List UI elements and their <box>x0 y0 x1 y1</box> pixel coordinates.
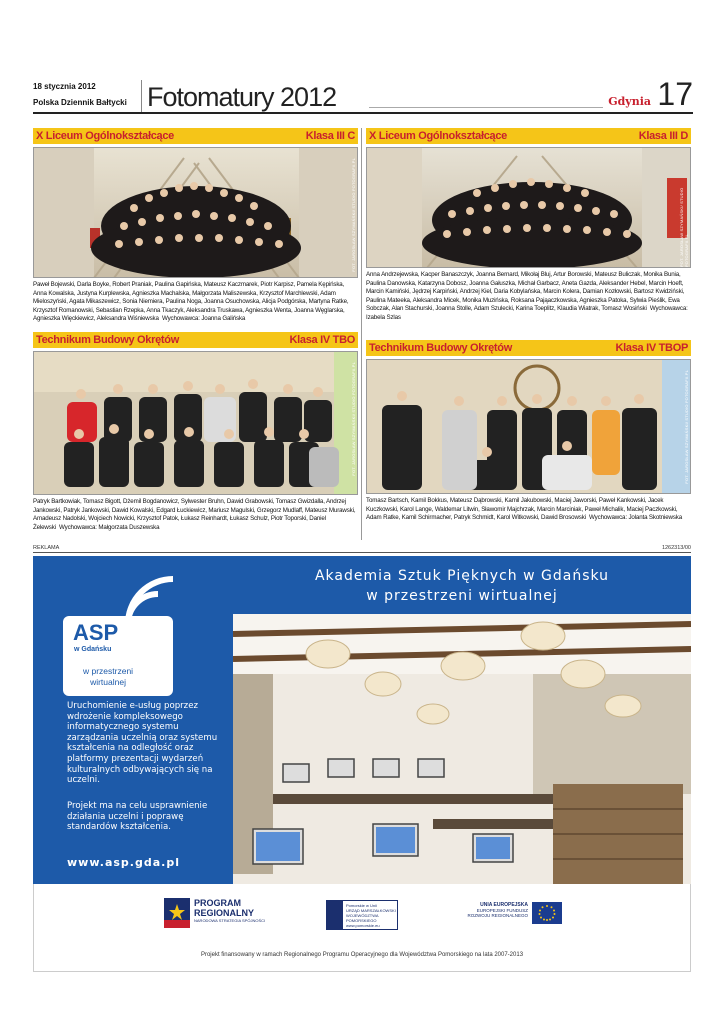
school-name: X Liceum Ogólnokształcące <box>36 130 174 142</box>
newspaper-name: Polska Dziennik Bałtycki <box>33 98 127 107</box>
section-bar <box>33 128 358 144</box>
region-line3: www.pomorskie.eu <box>346 923 380 928</box>
school-name: X Liceum Ogólnokształcące <box>369 130 507 142</box>
student-list <box>366 497 691 523</box>
class-photo <box>33 351 358 495</box>
region-line1: Pomorskie w Unii <box>346 903 377 908</box>
photo-credit: FOT. JAROSŁAW SZYMAŃSKI/ STUDIO FOTOGRAFII.PL <box>679 187 689 267</box>
eu-line1: UNIA EUROPEJSKA <box>480 902 528 908</box>
class-teacher: Wychowawca: Jolanta Skotniewska <box>589 514 683 522</box>
header-rule <box>369 107 603 108</box>
eu-flag-icon <box>532 902 562 924</box>
tagline-line1: w przestrzeni <box>83 666 134 676</box>
student-list <box>33 498 358 532</box>
star-flag-icon <box>164 898 190 928</box>
virtual-library-render <box>233 614 691 884</box>
header-separator <box>141 80 142 112</box>
asp-tagline <box>83 666 133 688</box>
pomorskie-logo <box>326 900 398 930</box>
class-photo <box>33 147 358 278</box>
class-name: Klasa III D <box>638 130 688 142</box>
funding-logos <box>33 884 691 972</box>
page-header <box>33 76 693 114</box>
class-section-3d <box>366 128 691 323</box>
class-teacher: Wychowawca: Małgorzata Duszewska <box>59 523 160 531</box>
issue-date: 18 stycznia 2012 <box>33 82 96 91</box>
ad-goal: Projekt ma na celu usprawnienie działania uczelni i poprawę standardów kształcenia. <box>67 801 208 833</box>
region-line2: URZĄD MARSZAŁKOWSKI WOJEWÓDZTWA POMORSKIEGO <box>346 908 396 923</box>
city-label: Gdynia <box>608 95 651 108</box>
student-list <box>33 281 358 324</box>
photo-credit: FOT. JAROSŁAW SZYMAŃSKI/ STUDIO FOTOGRAFII.PL <box>351 158 356 272</box>
ad-code: 1262313/00 <box>661 545 691 551</box>
class-name: Klasa IV TBO <box>289 334 355 346</box>
asp-logo-sub: w Gdańsku <box>74 646 112 653</box>
ad-heading-line2: w przestrzeni wirtualnej <box>366 588 558 604</box>
student-names: Patryk Bartkowiak, Tomasz Bigott, Dżemil Bogdanowicz, Sylwester Bruhn, Dawid Grabowski, Tomasz Gwizdalla, Andrzej Jankowski, Patryk Jankowski, Dawid Kowalski, Edgard Łuckiewicz, Mariusz Magulski, Grzegorz Mudlaff, Mateusz Murawski, Amadeusz Nadolski, Wojciech Nowicki, Krzysztof Patok, Łukasz Reinhardt, Łukasz Schulz, Piotr Toporski, Daniel Żelewski <box>33 498 356 531</box>
class-photo <box>366 147 691 268</box>
program-line3: NARODOWA STRATEGIA SPÓJNOŚCI <box>194 918 266 923</box>
funding-note: Projekt finansowany w ramach Regionalnego Programu Operacyjnego dla Województwa Pomorskiego na lata 2007-2013 <box>200 952 524 958</box>
ad-rule <box>33 552 691 553</box>
class-photo-image <box>34 148 358 278</box>
ad-label: REKLAMA <box>33 545 60 551</box>
program-line1: PROGRAM <box>194 898 241 908</box>
class-section-4tbop <box>366 340 691 523</box>
student-names: Tomasz Bartsch, Kamil Bokkus, Mateusz Dąbrowski, Kamil Jakubowski, Maciej Jaworski, Paweł Kankowski, Jacek Kuczkowski, Karol Lange, Waldemar Litwin, Sławomir Majchrzak, Marcin Marciniak, Paweł Michalik, Maciej Paczkowski, Adam Ratke, Kamil Schirmacher, Patryk Schmidt, Karol Witkowski, Dawid Brosowski <box>366 497 678 522</box>
class-teacher: Wychowawca: Izabela Szlas <box>366 305 688 321</box>
student-list <box>366 271 691 323</box>
column-divider <box>361 128 362 540</box>
class-name: Klasa IV TBOP <box>615 342 688 354</box>
griffin-icon <box>327 901 343 929</box>
class-name: Klasa III C <box>305 130 355 142</box>
ad-description: Uruchomienie e-usług poprzez wdrożenie kompleksowego informatycznego systemu zarządzania uczelnią oraz systemu kształcenia na odległość oraz platformy prezentacji wydarzeń kulturalnych odbywających się na uczelni. <box>67 701 218 786</box>
eu-line3: ROZWOJU REGIONALNEGO <box>467 913 528 918</box>
asp-logo: ASP <box>73 620 119 645</box>
ad-heading-line1: Akademia Sztuk Pięknych w Gdańsku <box>314 568 610 584</box>
student-names: Anna Andrzejewska, Kacper Banaszczyk, Joanna Bernard, Mikołaj Bluj, Artur Borowski, Mateusz Buliczak, Monika Bunia, Paulina Danowska, Katarzyna Dobosz, Joanna Gałuszka, Michał Garbacz, Aneta Gazda, Aleksander Hebel, Marcin Hoeft, Marcin Kamiński, Jędrzej Karpiński, Andrzej Kiel, Daria Kobylańska, Marcin Kolera, Damian Kozłowski, Bartosz Kwidziński, Paulina Mateeka, Aleksandra Micek, Monika Muzińska, Roksana Pająaczkowska, Agnieszka Patoka, Sylwia Pieślik, Ewa Sobczak, Alan Stachurski, Joanna Stolle, Adam Szulecki, Karina Toeplitz, Klaudia Wiatrak, Tomasz Wosiński <box>366 271 685 313</box>
class-photo <box>366 359 691 494</box>
page-number: 17 <box>657 76 693 112</box>
class-section-3c <box>33 128 358 324</box>
class-photo-image <box>367 148 691 268</box>
section-bar <box>33 332 358 348</box>
class-teacher: Wychowawca: Joanna Galińska <box>161 315 246 323</box>
section-bar <box>366 340 691 356</box>
eu-line2: EUROPEJSKI FUNDUSZ <box>476 908 528 913</box>
class-photo-image <box>367 360 691 494</box>
page-title: Fotomatury 2012 <box>147 82 337 112</box>
photo-credit: FOT. JAROSŁAW SZYMAŃSKI/ STUDIO FOTOGRAFII.PL <box>684 370 689 484</box>
school-name: Technikum Budowy Okrętów <box>36 334 179 346</box>
class-photo-image <box>34 352 358 495</box>
photo-credit: FOT. JAROSŁAW SZYMAŃSKI/ STUDIO FOTOGRAFII.PL <box>351 362 356 476</box>
class-section-4tbo <box>33 332 358 532</box>
school-name: Technikum Budowy Okrętów <box>369 342 512 354</box>
program-line2: REGIONALNY <box>194 908 255 918</box>
asp-logo-box <box>63 616 173 696</box>
student-names: Paweł Bojewski, Darla Boyke, Robert Praniak, Paulina Gapińska, Mateusz Kaczmarek, Piotr Karpisz, Pamela Kępińska, Anna Kowalska, Justyna Kurplewska, Agnieszka Machalska, Małgorzata Maliszewska, Krzysztof Marchlewski, Adam Mieloszyński, Agata Mikaszewicz, Sonia Niemiera, Paulina Noga, Joanna Osuchowska, Alicja Podgórska, Martyna Ratke, Krzysztof Romanowski, Sebastian Rzepka, Anna Tkaczyk, Aleksandra Truskawa, Agnieszka Wenta, Joanna Węglarska, Agnieszka Więckiewicz, Aleksandra Wiśniewska <box>33 281 349 323</box>
ad-url-link[interactable]: www.asp.gda.pl <box>67 856 180 869</box>
tagline-line2: wirtualnej <box>90 677 126 687</box>
section-bar <box>366 128 691 144</box>
asp-advertisement[interactable] <box>33 556 691 884</box>
